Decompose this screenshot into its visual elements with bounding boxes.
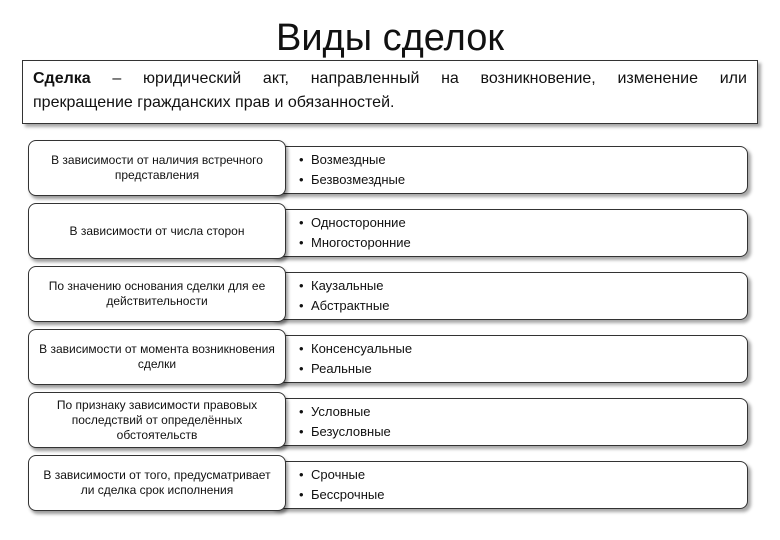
- category-box: По признаку зависимости правовых последствий от определённых обстоятельств: [28, 392, 286, 448]
- bullet-icon: •: [299, 341, 304, 356]
- type-label: Односторонние: [311, 215, 406, 230]
- types-box: [268, 461, 748, 509]
- deal-type-row: [28, 266, 758, 329]
- types-box: [268, 335, 748, 383]
- type-item: [299, 402, 747, 422]
- definition-box: [22, 60, 758, 124]
- type-item: [299, 150, 747, 170]
- bullet-icon: •: [299, 424, 304, 439]
- type-label: Консенсуальные: [311, 341, 413, 356]
- bullet-icon: •: [299, 298, 304, 313]
- definition-word: юридический: [143, 70, 242, 87]
- definition-word: или: [719, 70, 747, 87]
- deal-type-row: [28, 455, 758, 518]
- type-item: [299, 422, 747, 442]
- type-label: Каузальные: [311, 278, 384, 293]
- bullet-icon: •: [299, 361, 304, 376]
- bullet-icon: •: [299, 278, 304, 293]
- definition-word: –: [112, 70, 122, 87]
- type-label: Условные: [311, 404, 371, 419]
- definition-word: на: [441, 70, 459, 87]
- type-label: Бессрочные: [311, 487, 385, 502]
- bullet-icon: •: [299, 152, 304, 167]
- type-item: [299, 233, 747, 253]
- type-label: Безусловные: [311, 424, 391, 439]
- types-box: [268, 272, 748, 320]
- bullet-icon: •: [299, 467, 304, 482]
- type-item: [299, 296, 747, 316]
- page-title: Виды сделок: [275, 17, 505, 59]
- deal-type-row: [28, 329, 758, 392]
- definition-line-2: прекращение гражданских прав и обязанностей.: [33, 94, 395, 111]
- type-label: Возмездные: [311, 152, 386, 167]
- category-box: В зависимости от того, предусматривает ли сделка срок исполнения: [28, 455, 286, 511]
- category-box: По значению основания сделки для ее действительности: [28, 266, 286, 322]
- bullet-icon: •: [299, 487, 304, 502]
- types-box: [268, 146, 748, 194]
- type-item: [299, 170, 747, 190]
- bullet-icon: •: [299, 172, 304, 187]
- deal-type-row: [28, 140, 758, 203]
- type-item: [299, 359, 747, 379]
- definition-word: изменение: [617, 70, 699, 87]
- definition-word: акт,: [262, 70, 289, 87]
- type-item: [299, 213, 747, 233]
- type-label: Срочные: [311, 467, 366, 482]
- bullet-icon: •: [299, 235, 304, 250]
- types-box: [268, 398, 748, 446]
- definition-word: направленный: [310, 70, 420, 87]
- type-item: [299, 485, 747, 505]
- type-item: [299, 465, 747, 485]
- definition-word: возникновение,: [480, 70, 596, 87]
- category-box: В зависимости от момента возникновения сделки: [28, 329, 286, 385]
- deal-type-row: [28, 392, 758, 455]
- bullet-icon: •: [299, 404, 304, 419]
- type-item: [299, 339, 747, 359]
- deal-types-list: [28, 140, 758, 518]
- definition-term: Сделка: [33, 70, 91, 87]
- type-label: Абстрактные: [311, 298, 390, 313]
- bullet-icon: •: [299, 215, 304, 230]
- category-box: В зависимости от наличия встречного представления: [28, 140, 286, 196]
- type-label: Безвозмездные: [311, 172, 406, 187]
- type-label: Реальные: [311, 361, 372, 376]
- type-item: [299, 276, 747, 296]
- type-label: Многосторонние: [311, 235, 411, 250]
- deal-type-row: [28, 203, 758, 266]
- category-box: В зависимости от числа сторон: [28, 203, 286, 259]
- definition-line-1: [33, 67, 747, 91]
- types-box: [268, 209, 748, 257]
